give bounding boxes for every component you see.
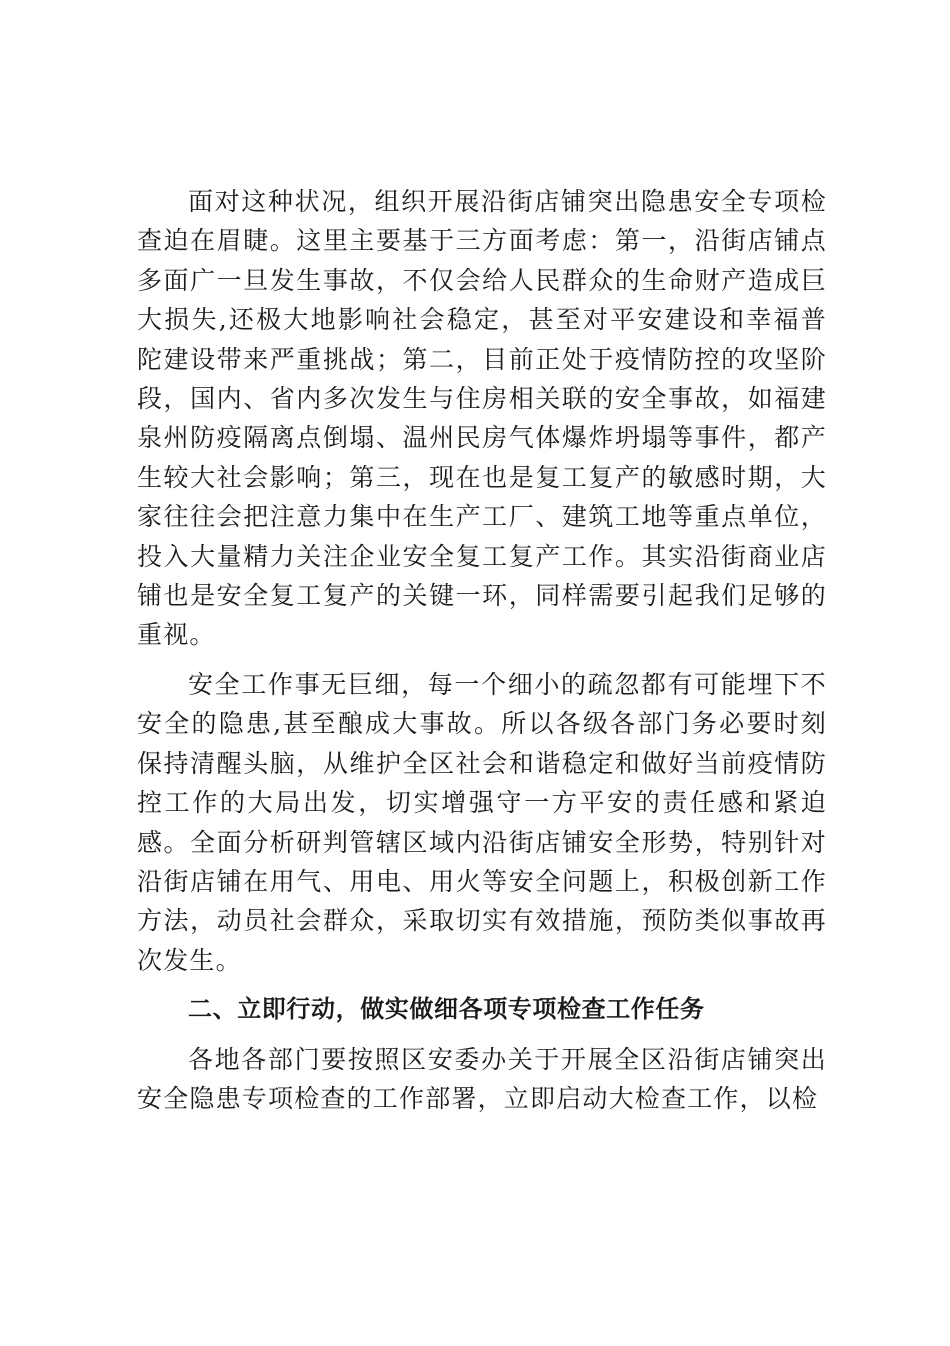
section-heading: 二、立即行动，做实做细各项专项检查工作任务	[188, 995, 705, 1024]
paragraph-action: 各地各部门要按照区安委办关于开展全区沿街店铺突出安全隐患专项检查的工作部署，立即启动大检查工作，以检	[137, 1044, 827, 1113]
paragraph-situation: 面对这种状况，组织开展沿街店铺突出隐患安全专项检查迫在眉睫。这里主要基于三方面考虑：第一，沿街店铺点多面广一旦发生事故，不仅会给人民群众的生命财产造成巨大损失,还极大地影响社会稳定，甚至对平安建设和幸福普陀建设带来严重挑战；第二，目前正处于疫情防控的攻坚阶段，国内、省内多次发生与住房相关联的安全事故，如福建泉州防疫隔离点倒塌、温州民房气体爆炸坍塌等事件，都产生较大社会影响；第三，现在也是复工复产的敏感时期，大家往往会把注意力集中在生产工厂、建筑工地等重点单位，投入大量精力关注企业安全复工复产工作。其实沿街商业店铺也是安全复工复产的关键一环，同样需要引起我们足够的重视。	[137, 187, 827, 650]
paragraph-safety-work: 安全工作事无巨细，每一个细小的疏忽都有可能埋下不安全的隐患,甚至酿成大事故。所以各级各部门务必要时刻保持清醒头脑，从维护全区社会和谐稳定和做好当前疫情防控工作的大局出发，切实增强守一方平安的责任感和紧迫感。全面分析研判管辖区域内沿街店铺安全形势，特别针对沿街店铺在用气、用电、用火等安全问题上，积极创新工作方法，动员社会群众，采取切实有效措施，预防类似事故再次发生。	[137, 669, 827, 975]
document-body	[137, 182, 827, 1118]
